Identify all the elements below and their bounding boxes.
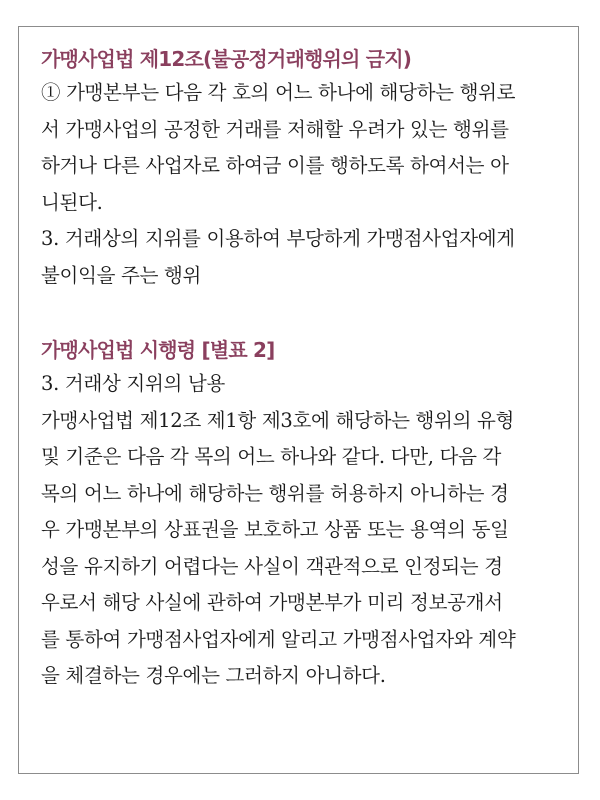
- law-excerpt-box: [18, 26, 579, 774]
- body-line: 을 체결하는 경우에는 그러하지 아니하다.: [41, 664, 386, 687]
- body-line: 불이익을 주는 행위: [41, 263, 202, 287]
- body-line: 니된다.: [41, 190, 103, 214]
- body-line: 및 기준은 다음 각 목의 어느 하나와 같다. 다만, 다음 각: [41, 445, 502, 468]
- section-title-article-12: 가맹사업법 제12조(불공정거래행위의 금지): [41, 47, 412, 71]
- body-line: 서 가맹사업의 공정한 거래를 저해할 우려가 있는 행위를: [41, 117, 509, 141]
- section-title-decree-annex-2: 가맹사업법 시행령 [별표 2]: [41, 338, 275, 362]
- body-line: 우 가맹본부의 상표권을 보호하고 상품 또는 용역의 동일: [41, 518, 509, 541]
- body-line: 3. 거래상 지위의 남용: [41, 372, 225, 395]
- decree-annex-body: [41, 366, 556, 695]
- body-line: 우로서 해당 사실에 관하여 가맹본부가 미리 정보공개서: [41, 591, 503, 614]
- body-line: 를 통하여 가맹점사업자에게 알리고 가맹점사업자와 계약: [41, 627, 516, 651]
- section-spacer: [41, 294, 556, 334]
- body-line: 하거나 다른 사업자로 하여금 이를 행하도록 하여서는 아: [41, 154, 509, 177]
- body-line: ① 가맹본부는 다음 각 호의 어느 하나에 해당하는 행위로: [41, 81, 516, 104]
- body-line: 가맹사업법 제12조 제1항 제3호에 해당하는 행위의 유형: [41, 408, 515, 432]
- body-line: 3. 거래상의 지위를 이용하여 부당하게 가맹점사업자에게: [41, 227, 515, 250]
- article-12-body: [41, 75, 556, 294]
- body-line: 성을 유지하기 어렵다는 사실이 객관적으로 인정되는 경: [41, 554, 503, 578]
- body-line: 목의 어느 하나에 해당하는 행위를 허용하지 아니하는 경: [41, 481, 509, 505]
